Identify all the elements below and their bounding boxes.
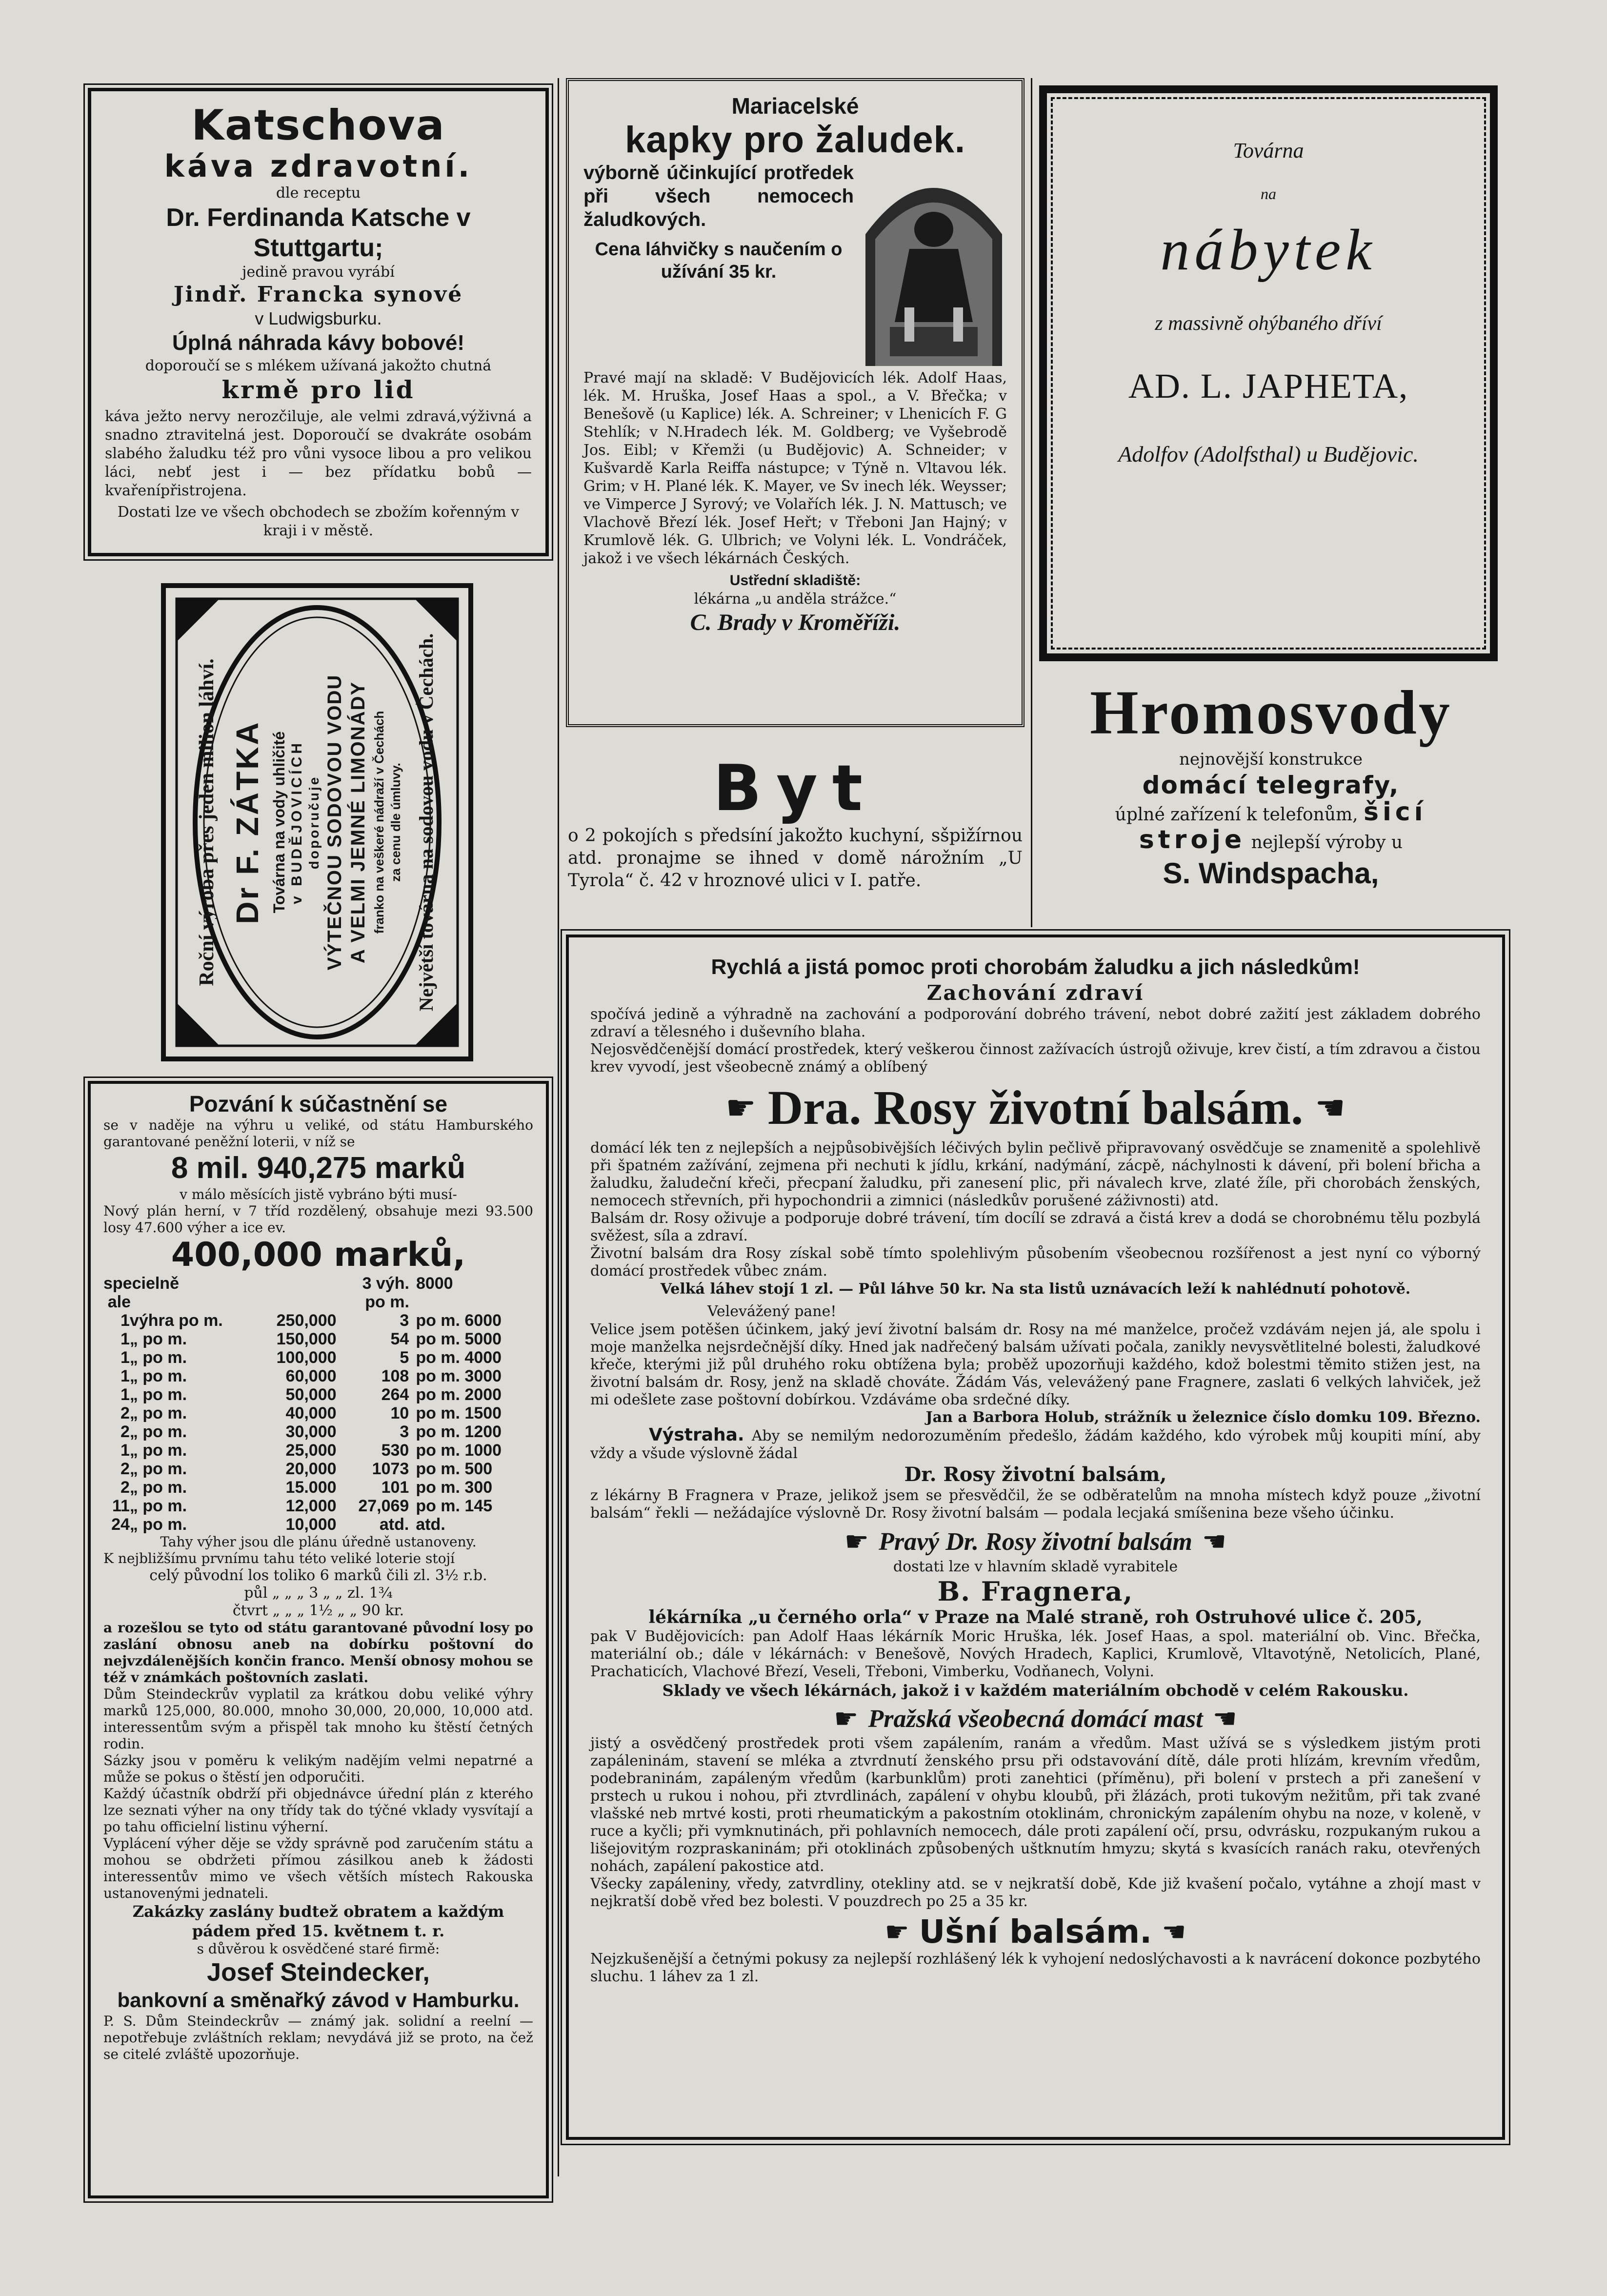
rosy-p14: lékárníka „u černého orla“ v Praze na Malé straně, roh Ostruhové ulice č. 205,	[648, 1607, 1423, 1627]
katsch-line2: jedině pravou vyrábí	[242, 264, 395, 281]
prize-cell: 10	[390, 1404, 409, 1422]
maria-sign: C. Brady v Kroměříži.	[690, 610, 901, 635]
stein-p9: a rozešlou se tyto od státu garantované původní losy po zaslání obnosu aneb na dobírku poštovní do nejvzdálenějších končin franco. Menší obnosy mohou se též v známkách poštovních zaslati.	[103, 1620, 533, 1686]
stein-p4: Tahy výher jsou dle plánu úředně ustanoveny.	[160, 1534, 477, 1550]
katsch-city: v Ludwigsburku.	[255, 308, 382, 328]
maria-store-head: Ustřední skladiště:	[729, 572, 861, 589]
stein-p8: čtvrt „ „ „ 1½ „ „ 90 kr.	[232, 1602, 404, 1619]
prize-cell: po m. 300	[416, 1478, 493, 1497]
japheta-inner-border	[1051, 97, 1486, 650]
prize-cell: 530	[381, 1441, 409, 1460]
rosy-p13: dostati lze v hlavním skladě vyrabitele	[893, 1558, 1178, 1575]
prize-cell: po m. 5000	[416, 1330, 502, 1348]
prize-cell: 1	[121, 1441, 130, 1460]
stein-big: 400,000 marků,	[171, 1236, 466, 1274]
rosy-p16: Sklady ve všech lékárnách, jakož i v každém materiálním obchodě v celém Rakousku.	[662, 1681, 1409, 1700]
prize-cell: „ po m.	[129, 1497, 187, 1515]
zatka-outer-left: Roční výroba přes jeden milion láhví.	[196, 658, 218, 986]
prize-cell: 3 výh. po m.	[362, 1274, 409, 1311]
prize-row	[103, 1460, 533, 1478]
prize-cell: 2	[121, 1422, 130, 1441]
japh-l3: nábytek	[1160, 217, 1377, 282]
rosy-big: Dra. Rosy životní balsám.	[767, 1080, 1304, 1135]
maria-title2: kapky pro žaludek.	[624, 119, 966, 161]
prize-cell: 3	[400, 1422, 409, 1441]
rosy-p7: Velevážený pane!	[707, 1303, 837, 1320]
prize-row	[103, 1330, 533, 1348]
prize-cell: „ po m.	[129, 1330, 187, 1348]
prize-row	[103, 1441, 533, 1460]
japh-l1: Továrna	[1233, 139, 1304, 163]
madonna-image	[861, 161, 1007, 366]
prize-cell: 1	[121, 1348, 130, 1367]
japh-l5: AD. L. JAPHETA,	[1128, 366, 1409, 406]
pointing-hand-icon: ☚	[1315, 1088, 1346, 1128]
stein-p6: celý původní los toliko 6 marků čili zl. 3½ r.b.	[149, 1567, 487, 1584]
katsch-headline: Úplná náhrada kávy bobové!	[172, 331, 465, 355]
prize-cell: po m. 4000	[416, 1348, 502, 1367]
hrom-title: Hromosvody	[1090, 678, 1452, 747]
prize-cell: „ po m.	[129, 1422, 187, 1441]
maria-price: Cena láhvičky s naučením o užívání 35 kr.	[595, 239, 843, 282]
prize-cell: po m. 145	[416, 1497, 493, 1515]
stein-p14: Zakázky zaslány budtež obratem a každým pádem před 15. květnem t. r.	[132, 1902, 504, 1940]
zatka-l1: Továrna na vody uhličité	[270, 731, 288, 914]
prize-cell: 50,000	[285, 1385, 337, 1404]
stein-p7: půl „ „ „ 3 „ „ zl. 1¾	[244, 1585, 393, 1602]
prize-cell: 1	[121, 1311, 130, 1330]
prize-cell: „ po m.	[129, 1404, 187, 1422]
rosy-p18: Všecky zapáleniny, vředy, zatvrdliny, otekliny atd. se v nejkratší době, Kde již kvašení počalo, vytáhne a zhojí mast v nejkratší době vřed bez bolesti. V pouzdrech po 25 a 35 kr.	[590, 1875, 1481, 1910]
hrom-l1: nejnovější konstrukce	[1179, 750, 1363, 769]
stein-p11: Sázky jsou v poměru k velikým nadějím velmi nepatrné a může se pokus o štěstí jen odporučiti.	[103, 1752, 533, 1785]
maria-title1: Mariacelské	[731, 93, 859, 119]
stein-firm2: bankovní a směnařký závod v Hamburku.	[117, 1989, 520, 2012]
rosy-p6: Velká láhev stojí 1 zl. — Půl láhve 50 kr. Na sta listů uznávacích leží k nahlédnutí pohotově.	[660, 1280, 1411, 1298]
prize-cell: 1	[121, 1367, 130, 1385]
katsch-coffee-ad	[88, 88, 549, 556]
japh-l2: na	[1261, 185, 1276, 203]
prize-cell: 25,000	[285, 1441, 337, 1460]
zatka-l4: VÝTEČNOU SODOVOU VODU	[324, 674, 345, 971]
prize-cell: 30,000	[285, 1422, 337, 1441]
japheta-furniture-ad	[1039, 85, 1498, 661]
prize-cell: 1	[121, 1385, 130, 1404]
prize-cell: 250,000	[276, 1311, 337, 1330]
rosy-p3: domácí lék ten z nejlepších a nejpůsobivějších léčivých bylin pečlivě připravovaný osvědčuje se znamenitě a spolehlivě při špatném zažívání, zejmena při nechuti k jídlu, krkání, nadýmání, zácpě, náchylnosti k dávení, při bolení břicha a žaludku, žaludeční křeči, přecpaní žaludku, při zanesení plic, při návalech krve, zlaté žíle, při chorobách ženských, nemocech střevních, při hypochondrii a zimnici (následkův porušené záživnosti) atd.	[590, 1139, 1481, 1209]
prize-cell: 11	[112, 1497, 130, 1515]
prize-cell: po m. 500	[416, 1460, 493, 1478]
prize-cell: 12,000	[285, 1497, 337, 1515]
prize-cell: specielně ale	[103, 1274, 179, 1311]
mariacelske-drops-ad	[566, 78, 1024, 727]
byt-body: o 2 pokojích s předsíní jakožto kuchyní, sšpižírnou atd. pronajme se ihned v domě nárožním „U Tyrola“ č. 42 v hroznové ulici v I. patře.	[568, 826, 1023, 891]
stein-p10: Dům Steindeckrův vyplatil za krátkou dobu veliké výhry marků 125,000, 80.000, mnoho 30,000, 20,000, 10,000 atd. interessentům svým a přispěl tak mnoho ku štěstí četných rodin.	[103, 1686, 533, 1752]
prize-cell: po m. 3000	[416, 1367, 502, 1385]
katsch-footer: Dostati lze ve všech obchodech se zbožím kořenným v kraji i v městě.	[117, 504, 520, 539]
prize-cell: 100,000	[276, 1348, 337, 1367]
hrom-l3a: úplné zařízení k telefonům,	[1115, 805, 1358, 825]
rosy-ear: Ušní balsám.	[919, 1913, 1152, 1951]
stein-p1: se v naděje na výhru u veliké, od státu Hamburského garantované peněžní loterii, v níž se	[103, 1117, 533, 1150]
prize-cell: „ po m.	[129, 1367, 187, 1385]
rosy-p9: Jan a Barbora Holub, strážník u železnice číslo domku 109. Březno.	[925, 1409, 1481, 1426]
byt-apartment-ad	[561, 752, 1029, 917]
prize-cell: 2	[121, 1404, 130, 1422]
prize-cell: „ po m.	[129, 1515, 187, 1534]
prize-cell: po m. 1500	[416, 1404, 502, 1422]
rosy-p8: Velice jsem potěšen účinkem, jaký jeví životní balsám dr. Rosy na mé manželce, pročež vzdávám nejen já, ale spolu i moje manželka nejsrdečnější díky. Hned jak nadřečený balsám užívati počala, zanikly nevysvětlitelné bolesti, žaludkové křeče, kterými již půl druhého roku obtížena byla; proběž upozorňuji každého, kdož bolestmi těmito stižen jest, na životní balsám dr. Rosy, jenž na skladě chováte. Žádám Vás, velevážený pane Fragnere, zaslati 6 velkých lahviček, jež mi odešlete zase poštovní dobírkou. Vzdáváme oba srdečné díky.	[590, 1321, 1481, 1408]
pointing-hand-icon: ☛	[844, 1526, 869, 1558]
stein-firm: Josef Steindecker,	[207, 1958, 430, 1987]
rosy-p2: Nejosvědčenější domácí prostředek, který veškerou činnost zažívacích ústrojů oživuje, krev čistí, a tím zdravou a čistou krev vyvodí, jest všeobecně známý a oblíbený	[590, 1041, 1481, 1076]
prize-cell: „ po m.	[129, 1348, 187, 1367]
prize-cell: 10,000	[285, 1515, 337, 1534]
steindecker-lottery-ad	[88, 1081, 549, 2198]
prize-cell: 101	[381, 1478, 409, 1497]
prize-cell: 5	[400, 1348, 409, 1367]
prize-row	[103, 1515, 533, 1534]
prize-cell	[131, 1274, 248, 1311]
column-rule	[1031, 78, 1032, 927]
hrom-l4a: stroje	[1139, 825, 1246, 854]
rosy-p1: spočívá jedině a výhradně na zachování a podporování dobrého trávení, nebot dobré zažití jest základem dobrého zdraví a tělesného i duševního blaha.	[590, 1006, 1481, 1040]
zatka-l2: v BUDĚJOVICÍCH	[289, 740, 305, 904]
prize-row	[103, 1311, 533, 1330]
prize-cell: po m. 1200	[416, 1422, 502, 1441]
column-rule	[558, 78, 559, 2176]
katsch-subtitle: káva zdravotní.	[164, 148, 473, 184]
prize-cell: 1	[121, 1330, 130, 1348]
japh-l4: z massivně ohýbaného dříví	[1155, 312, 1382, 335]
prize-row	[103, 1404, 533, 1422]
prize-cell: 2	[121, 1460, 130, 1478]
hrom-l5: S. Windspacha,	[1163, 857, 1379, 890]
katsch-line1: dle receptu	[276, 184, 361, 202]
pointing-hand-icon: ☛	[834, 1703, 859, 1735]
katsch-doctor: Dr. Ferdinanda Katsche v Stuttgartu;	[166, 203, 471, 262]
pointing-hand-icon: ☚	[1212, 1703, 1237, 1735]
prize-row	[103, 1422, 533, 1441]
prize-cell: „ po m.	[129, 1441, 187, 1460]
stein-p12: Každý účastník obdrží při objednávce úřední plán z kterého lze seznati výher na ony třídy tak do týčné vklady vysvítají a po tahu officielní listinu výherní.	[103, 1786, 533, 1835]
prize-cell: 27,069	[358, 1497, 409, 1515]
prize-row	[103, 1348, 533, 1367]
katsch-line3: doporoučí se s mlékem užívaná jakožto chutná	[145, 357, 492, 374]
rosy-p4: Balsám dr. Rosy oživuje a podporuje dobré trávení, tím docílí se zdravá a čistá krev a dodá se chorobnému tělu pozbylá svěžest, síla a zdraví.	[590, 1210, 1481, 1244]
stein-p13: Vyplácení výher děje se vždy správně pod zaručením státu a mohou se obdržeti přímou zásilkou aneb k žádosti interessentův mimo ve všech větších místech Rakouska ustanovenými jednateli.	[103, 1835, 533, 1901]
pointing-hand-icon: ☛	[725, 1088, 756, 1128]
rosy-maker: B. Fragnera,	[937, 1576, 1134, 1607]
stein-p5: K nejbližšímu prvnímu tahu této veliké loterie stojí	[103, 1550, 455, 1566]
zatka-l3: doporučuje	[306, 775, 321, 870]
rosy-warn-label: Výstraha.	[649, 1425, 744, 1445]
rosy-genuine: Pravý Dr. Rosy životní balsám	[879, 1527, 1192, 1556]
pointing-hand-icon: ☛	[884, 1916, 909, 1948]
rosy-p19: Nejzkušenější a četnými pokusy za nejlepší rozhlášený lék k vyhojení nedoslýchavosti a k navrácení dokonce pozbytého sluchu. 1 láhev za 1 zl.	[590, 1951, 1481, 1985]
prize-cell: „ po m.	[129, 1460, 187, 1478]
maria-store: lékárna „u anděla strážce.“	[694, 590, 897, 608]
stein-h1: Pozvání k súčastnění se	[189, 1091, 448, 1117]
pointing-hand-icon: ☚	[1162, 1916, 1186, 1948]
prize-cell: 15.000	[285, 1478, 337, 1497]
zatka-outer-right: Největší továrna na sodovou vodu v Čechách.	[415, 633, 437, 1012]
rosy-p10: Aby se nemilým nedorozuměním předešlo, žádám každého, kdo výrobek můj koupiti míní, aby vždy a všude výslovně žádal	[590, 1427, 1481, 1462]
prize-cell: 1073	[372, 1460, 409, 1478]
katsch-body: káva ježto nervy nerozčiluje, ale velmi zdravá,výživná a snadno ztravitelná jest. Doporoučí se dvakráte osobám slabého žaludku též pro vůni vysoce libou a pro velikou láci, nebť jest i — bez přídatku bobů — kvařenípřistrojena.	[105, 408, 532, 499]
prize-cell: 108	[381, 1367, 409, 1385]
katsch-firm: Jindř. Francka synové	[173, 282, 463, 307]
prize-cell: po m. 2000	[416, 1385, 502, 1404]
prize-row	[103, 1478, 533, 1497]
prize-cell: „ po m.	[129, 1385, 187, 1404]
prize-cell: výhra po m.	[129, 1311, 223, 1330]
prize-cell	[248, 1274, 343, 1311]
prize-cell: 24	[111, 1515, 130, 1534]
byt-title: Byt	[713, 752, 877, 825]
zatka-soda-ad	[161, 583, 473, 1061]
rosy-p11: Dr. Rosy životní balsám,	[904, 1463, 1167, 1486]
prize-cell: 2	[121, 1478, 130, 1497]
prize-row	[103, 1385, 533, 1404]
prize-cell: 20,000	[285, 1460, 337, 1478]
prize-cell: 264	[381, 1385, 409, 1404]
katsch-krme: krmě pro lid	[221, 375, 415, 404]
maria-body: Pravé mají na skladě: V Budějovicích lék. Adolf Haas, lék. M. Hruška, Josef Haas a spol., a V. Břečka; v Benešově (u Kaplice) lék. A. Schreiner; v Lhenicích F. G Stehlík; v N.Hradech lék. M. Goldberg; ve Vyšebrodě Jos. Eibl; v Křemži (u Budějovic) A. Schneider; v Kušvardě Karla Reiffa nástupce; v Týně n. Vltavou lék. Grim; v H. Plané lék. K. Mayer, ve Sv inech lék. Weysser; ve Vimperce J Syrový; ve Volařích lék. J. N. Mattusch; ve Vlachově Březí lék. Josef Heřt; v Třeboni Jan Hajný; v Krumlově lék. G. Ulbrich; ve Volyni lék. L. Vondráček, jakož i ve všech lékárnách Českých.	[583, 369, 1007, 567]
prize-cell: 40,000	[285, 1404, 337, 1422]
stein-p15: s důvěrou k osvědčené staré firmě:	[197, 1941, 440, 1957]
rosy-p15: pak V Budějovicích: pan Adolf Haas lékárník Moric Hruška, lék. Josef Haas, a spol. materiální ob. Vinc. Břečka, materiální ob.; dále v lékárnách: v Benešově, Nových Hradech, Kaplici, Krumlově, Vltavotýně, Netolicích, Plané, Prachaticích, Vlachové Březí, Veseli, Třeboni, Vimberku, Vodňanech, Volyni.	[590, 1628, 1481, 1680]
prize-cell: 150,000	[276, 1330, 337, 1348]
katsch-title: Katschova	[191, 101, 445, 150]
japh-l6: Adolfov (Adolfsthal) u Budějovic.	[1118, 442, 1419, 467]
prize-cell: 54	[390, 1330, 409, 1348]
stein-p2: v málo měsících jistě vybráno býti musí-	[180, 1186, 457, 1202]
stein-amount: 8 mil. 940,275 marků	[171, 1151, 466, 1185]
rosy-p5: Životní balsám dra Rosy získal sobě tímto spolehlivým působením všeobecnou rozšířenost a jest nyní co výborný domácí prostředek vůbec znám.	[590, 1245, 1481, 1280]
prize-cell: 8000	[416, 1274, 453, 1293]
prize-row	[103, 1367, 533, 1385]
prize-cell: po m. 6000	[416, 1311, 502, 1330]
prize-row	[103, 1274, 533, 1311]
prize-cell: atd.	[379, 1515, 409, 1534]
zatka-l7: za cenu dle úmluvy.	[388, 763, 403, 882]
zatka-l5: A VELMI JEMNÉ LIMONÁDY	[347, 681, 369, 964]
pointing-hand-icon: ☚	[1202, 1526, 1227, 1558]
prize-cell: po m. 1000	[416, 1441, 502, 1460]
hrom-l4b: nejlepší výroby u	[1251, 833, 1403, 853]
maria-tag: výborně účinkující protředek při všech nemocech žaludkových.	[583, 162, 854, 230]
prize-cell: „ po m.	[129, 1478, 187, 1497]
hrom-l2: domácí telegrafy,	[1142, 771, 1400, 799]
stein-p3: Nový plán herní, v 7 tříd rozdělený, obsahuje mezi 93.500 losy 47.600 výher a ice ev.	[103, 1203, 533, 1236]
prize-table	[103, 1274, 533, 1534]
prize-cell: atd.	[416, 1515, 445, 1534]
rosy-p17: jistý a osvědčený prostředek proti všem zapálením, ranám a vředům. Mast užívá se s výsledkem jistým proti zapáleninám, stavení se mléka a ztvrdnutí ženského prsu při odstavování dítě, dále proti hlízám, krevním vředům, podebraninám, zapáleným vředům (karbunklům) proti zanehtici (příměnu), při bolení v prstech a při zanešení v prstech u rukou i nohou, při ztvrdlinách, zapálení v ohybu kloubů, při žlázách, proti tukovým nežitům, při tak zvané vlašské neb mrtvé kosti, proti rheumatickým a pakostním otoklinám, chronickým zapálením ohybu na noze, v koleně, v ruce a kyčli; při vymknutinách, při pohlavních nemocech, dále proti zapálení očí, prsu, odvrásku, rozpukaným rukou a lišejovitým rozpraskaninám; při otoklinách způsobených uštknutím hmyzu; skytá s kvasících ranách raku, otevřených nohách, zapálení pakostice atd.	[590, 1735, 1481, 1875]
rosy-balsam-ad	[566, 935, 1505, 2140]
prize-cell: 60,000	[285, 1367, 337, 1385]
zatka-l6: franko na veškeré nádraží v Čechách	[372, 711, 386, 934]
rosy-h2: Zachování zdraví	[926, 981, 1145, 1005]
zatka-name: Dr F. ZÁTKA	[230, 720, 265, 924]
hromosvody-ad	[1034, 678, 1507, 913]
stein-p16: P. S. Dům Steindeckrův — známý jak. solidní a reelní — nepotřebuje zvláštních reklam; nevydává již se proto, na čež se citelé zvláště upozorňuje.	[103, 2013, 533, 2062]
prize-row	[103, 1497, 533, 1515]
rosy-mast: Pražská všeobecná domácí mast	[868, 1705, 1203, 1733]
hrom-l3b: šicí	[1364, 797, 1427, 827]
rosy-p12: z lékárny B Fragnera v Praze, jelikož jsem se přesvědčil, že se odběratelům na mnoha místech když pouze „životní balsám“ řekli — nežádajíce výslovně Dr. Rosy životní balsám — podala lecjaká smíšenina beze všeho účinku.	[590, 1487, 1481, 1522]
rosy-h1: Rychlá a jistá pomoc proti chorobám žaludku a jich následkům!	[711, 955, 1360, 979]
prize-cell: 3	[400, 1311, 409, 1330]
